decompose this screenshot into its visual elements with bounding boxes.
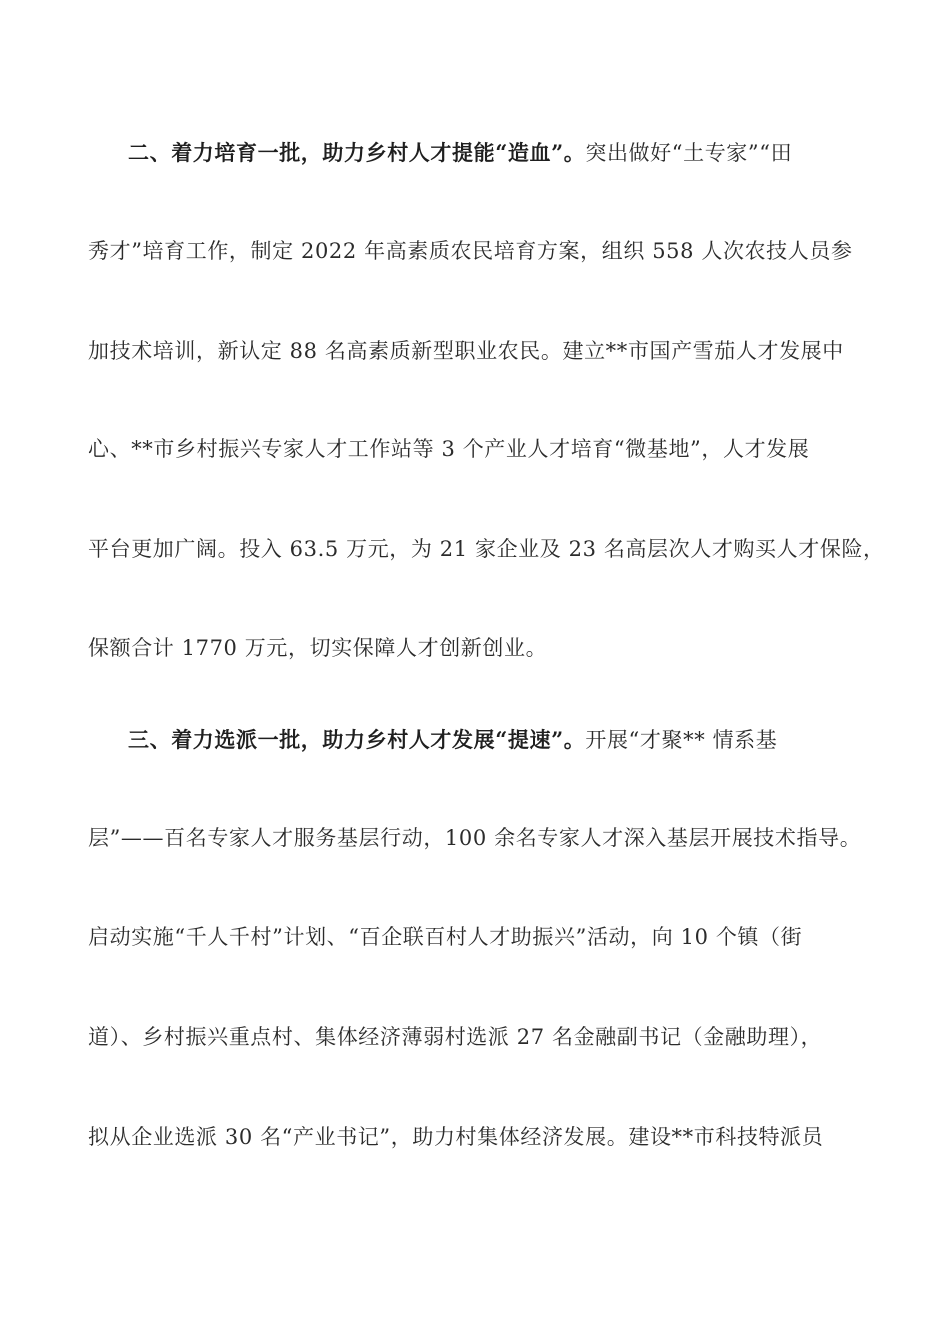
paragraph-3-line-5: 拟从企业选派 30 名“产业书记”，助力村集体经济发展。建设**市科技特派员 [88,1125,824,1149]
paragraph-2-line-5: 平台更加广阔。投入 63.5 万元，为 21 家企业及 23 名高层次人才购买人才保险， [88,537,885,561]
paragraph-3-line-3: 启动实施“千人千村”计划、“百企联百村人才助振兴”活动，向 10 个镇（街 [88,925,803,949]
paragraph-2-line-4: 心、**市乡村振兴专家人才工作站等 3 个产业人才培育“微基地”，人才发展 [88,437,810,461]
paragraph-3-line-4: 道）、乡村振兴重点村、集体经济薄弱村选派 27 名金融副书记（金融助理）， [88,1025,823,1049]
paragraph-3-line-2: 层”——百名专家人才服务基层行动，100 余名专家人才深入基层开展技术指导。 [88,826,862,850]
paragraph-3-line-1 [128,725,888,755]
paragraph-2-line-3: 加技术培训，新认定 88 名高素质新型职业农民。建立**市国产雪茄人才发展中 [88,339,844,363]
paragraph-2-line-1 [128,138,888,168]
paragraph-2-text: 突出做好“土专家”“田 [585,141,793,165]
paragraph-2-line-2: 秀才”培育工作，制定 2022 年高素质农民培育方案，组织 558 人次农技人员参 [88,239,853,263]
paragraph-3-heading: 三、着力选派一批，助力乡村人才发展“提速”。 [128,727,586,752]
paragraph-2-heading: 二、着力培育一批，助力乡村人才提能“造血”。 [128,140,586,165]
paragraph-3-text: 开展“才聚** 情系基 [585,728,778,752]
paragraph-2-line-6: 保额合计 1770 万元，切实保障人才创新创业。 [88,636,548,660]
